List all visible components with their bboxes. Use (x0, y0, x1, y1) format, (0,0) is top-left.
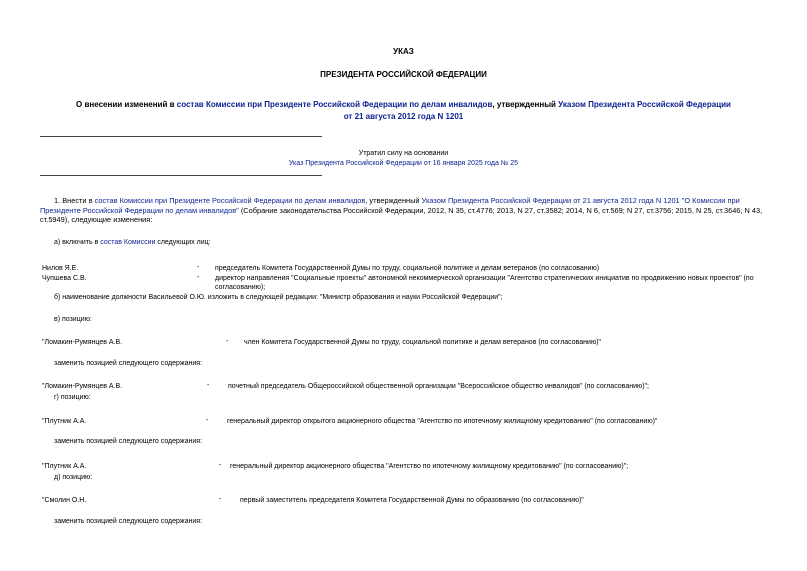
item-text: следующих лиц: (155, 239, 211, 246)
person-name: Чупшева С.В. (42, 275, 87, 282)
person-name: Нилов Я.Е. (42, 265, 79, 272)
dash-separator: - (197, 264, 200, 271)
title-text-2: , утвержденный (492, 100, 559, 109)
dash-separator: - (219, 462, 222, 469)
dash-separator: - (219, 496, 222, 503)
person-name: "Ломакин-Румянцев А.В. (42, 339, 123, 346)
divider (40, 175, 322, 176)
item-a (54, 238, 211, 248)
commission-link-a[interactable]: состав Комиссии (100, 239, 156, 246)
repeal-link-wrap (0, 159, 807, 169)
repeal-decree-link[interactable]: Указ Президента Российской Федерации от 16 января 2025 года № 25 (288, 160, 519, 167)
paragraph-1 (40, 196, 768, 225)
item-text: а) включить в (54, 239, 101, 246)
para-text: , утвержденный (365, 196, 422, 205)
para-text: 1. Внести в (54, 196, 95, 205)
replace-label: заменить позицией следующего содержания: (54, 438, 203, 445)
dash-separator: - (226, 338, 229, 345)
para-text: (Собрание законодательства Российской Федерации, 2012, N 35, ст.4776; 2013, N 27, ст.3582; 2014, N 6, ст.569; N 27, ст.3756; 2015, N 25, ст.3646; N 43, ст.5949), следующие изменения: (40, 205, 763, 225)
dash-separator: - (207, 382, 210, 389)
person-name: "Смолин О.Н. (42, 497, 87, 504)
person-name: "Плутник А.А. (42, 463, 87, 470)
document-title-line2 (0, 111, 807, 122)
repeal-label: Утратил силу на основании (358, 150, 449, 157)
decree-heading: УКАЗ (393, 47, 414, 56)
decree-1201-link[interactable]: Указом Президента Российской Федерации от 21 августа 2012 года N 1201 "О Комиссии при Президенте Российской Федерации по делам инвалидов" (40, 196, 740, 215)
decree-link[interactable]: Указом Президента Российской Федерации (558, 100, 731, 109)
person-description: согласованию); (215, 284, 266, 291)
person-name: "Плутник А.А. (42, 418, 87, 425)
document-title (0, 99, 807, 110)
dash-separator: - (206, 417, 209, 424)
person-description: член Комитета Государственной Думы по труду, социальной политике и делам ветеранов (по согласованию)" (244, 339, 602, 346)
person-description: директор направления "Социальные проекты" автономной некоммерческой организации "Агентство стратегических инициатив по продвижению новых проектов" (по (215, 275, 754, 282)
item-v: в) позицию: (54, 316, 92, 323)
decree-date-link[interactable]: от 21 августа 2012 года N 1201 (343, 112, 464, 121)
replace-label: заменить позицией следующего содержания: (54, 518, 203, 525)
divider (40, 136, 322, 137)
person-name: "Ломакин-Румянцев А.В. (42, 383, 123, 390)
person-description: первый заместитель председателя Комитета Государственной Думы по образованию (по согласованию)" (240, 497, 584, 504)
commission-composition-link[interactable]: состав Комиссии при Президенте Российской Федерации по делам инвалидов (94, 196, 366, 205)
item-d: д) позицию: (54, 474, 93, 481)
person-description: почетный председатель Общероссийской общественной организации "Всероссийское общество инвалидов" (по согласованию)"; (228, 383, 649, 390)
title-text-1: О внесении изменений в (76, 100, 177, 109)
person-description: генеральный директор акционерного общества "Агентство по ипотечному жилищному кредитованию" (по согласованию)"; (230, 463, 629, 470)
dash-separator: - (197, 274, 200, 281)
person-description: генеральный директор открытого акционерного общества "Агентство по ипотечному жилищному кредитованию" (по согласованию)" (227, 418, 658, 425)
replace-label: заменить позицией следующего содержания: (54, 360, 203, 367)
commission-link[interactable]: состав Комиссии при Президенте Российской Федерации по делам инвалидов (176, 100, 493, 109)
person-description: председатель Комитета Государственной Думы по труду, социальной политике и делам ветеранов (по согласованию) (215, 265, 600, 272)
item-b: б) наименование должности Васильевой О.Ю. изложить в следующей редакции: "Министр образования и науки Российской Федерации"; (54, 294, 503, 301)
president-heading: ПРЕЗИДЕНТА РОССИЙСКОЙ ФЕДЕРАЦИИ (320, 70, 487, 79)
item-g: г) позицию: (54, 394, 91, 401)
